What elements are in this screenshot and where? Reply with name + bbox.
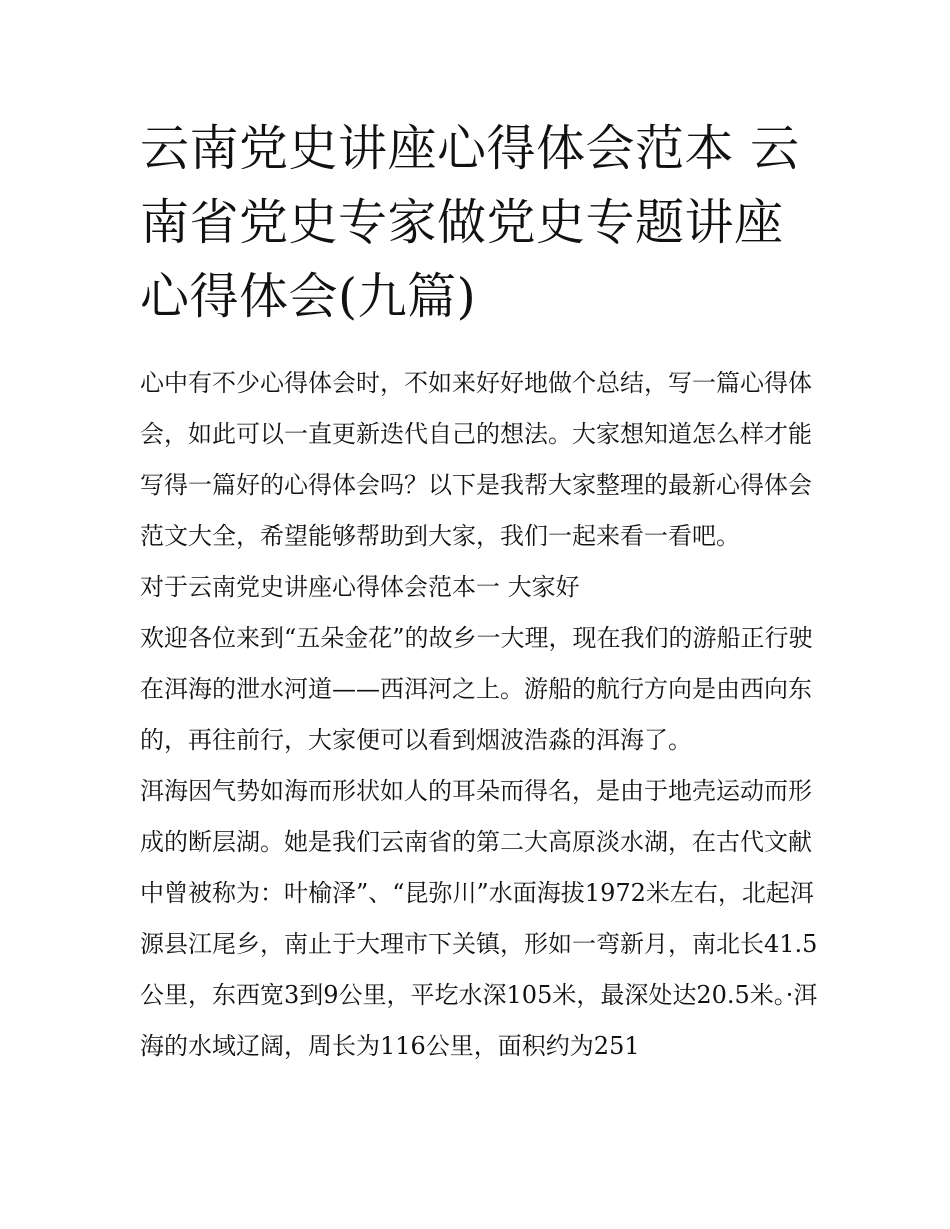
paragraph-section-heading: 对于云南党史讲座心得体会范本一 大家好 (140, 573, 580, 601)
document-page (140, 112, 820, 1072)
paragraph-erhai-description: 洱海因气势如海而形状如人的耳朵而得名，是由于地壳运动而形成的断层湖。她是我们云南省的第二大高原淡水湖，在古代文献中曾被称为：叶榆泽”、“昆弥川”水面海拔1972米左右，北起洱源县江尾乡，南止于大理市下关镇，形如一弯新月，南北长41.5公里，东西宽3到9公里，平圪水深105米，最深处达20.5米。·洱海的水域辽阔，周长为116公里，面积约为251 (140, 777, 818, 1060)
paragraph-welcome: 欢迎各位来到“五朵金花”的故乡一大理，现在我们的游船正行驶在洱海的泄水河道——西洱河之上。游船的航行方向是由西向东的，再往前行，大家便可以看到烟波浩淼的洱海了。 (140, 624, 813, 754)
paragraph-intro: 心中有不少心得体会时，不如来好好地做个总结，写一篇心得体会，如此可以一直更新迭代自己的想法。大家想知道怎么样才能写得一篇好的心得体会吗？以下是我帮大家整理的最新心得体会范文大全，希望能够帮助到大家，我们一起来看一看吧。 (140, 369, 812, 550)
document-title: 云南党史讲座心得体会范本 云南省党史专家做党史专题讲座心得体会(九篇) (140, 120, 800, 325)
